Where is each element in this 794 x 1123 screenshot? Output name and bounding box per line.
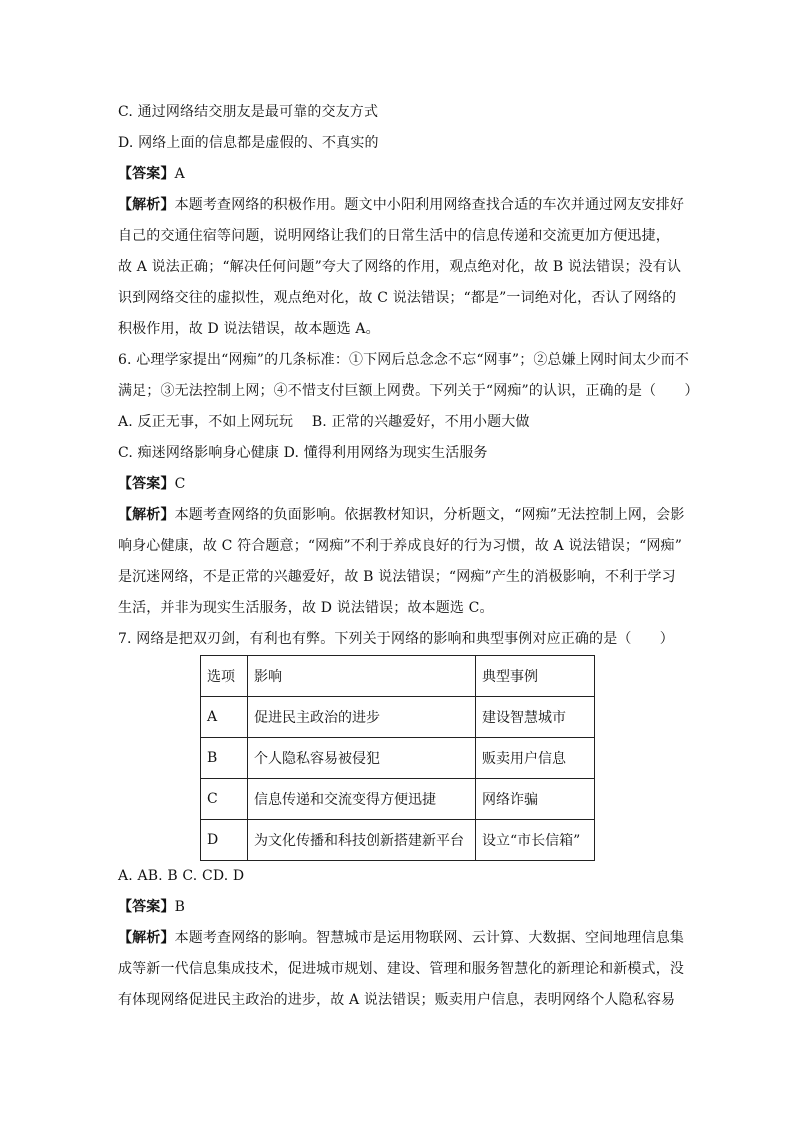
q7-table (200, 655, 595, 861)
answer-value: A (174, 166, 185, 182)
table-cell: 设立“市长信箱” (476, 820, 595, 861)
q7-analysis-line: 有体现网络促进民主政治的进步，故 A 说法错误；贩卖用户信息，表明网络个人隐私容易 (118, 992, 676, 1008)
table-header-row (201, 656, 595, 697)
analysis-tag: 【解析】 (118, 507, 175, 523)
table-header-cell: 影响 (248, 656, 476, 697)
q5-analysis-line: 故 A 说法正确；“解决任何问题”夸大了网络的作用，观点绝对化，故 B 说法错误；没有认 (118, 259, 682, 275)
table-cell: 促进民主政治的进步 (248, 697, 476, 738)
table-cell: A (201, 697, 248, 738)
table-cell: D (201, 820, 248, 861)
q5-analysis-line: 识到网络交往的虚拟性，观点绝对化，故 C 说法错误；“都是”一词绝对化，否认了网络的 (118, 290, 677, 306)
table-cell: 建设智慧城市 (476, 697, 595, 738)
document-page (118, 102, 699, 1021)
q6-options-line: C. 痴迷网络影响身心健康 D. 懂得利用网络为现实生活服务 (118, 445, 488, 461)
answer-value: C (174, 476, 186, 492)
q5-option-d: D. 网络上面的信息都是虚假的、不真实的 (118, 135, 379, 151)
table-row (201, 779, 595, 820)
q7-options: A. AB. B C. CD. D (118, 868, 245, 884)
q6-analysis-line: 是沉迷网络，不是正常的兴趣爱好，故 B 说法错误；“网痴”产生的消极影响，不利于学习 (118, 569, 676, 585)
q6-answer (118, 474, 684, 494)
answer-tag: 【答案】 (118, 166, 175, 182)
q5-options (118, 102, 684, 339)
table-cell: 贩卖用户信息 (476, 738, 595, 779)
q6-analysis-line: 生活，并非为现实生活服务，故 D 说法错误；故本题选 C。 (118, 600, 494, 616)
table-cell: 个人隐私容易被侵犯 (248, 738, 476, 779)
table-cell: 信息传递和交流变得方便迅捷 (248, 779, 476, 820)
analysis-tag: 【解析】 (118, 197, 175, 213)
table-row (201, 820, 595, 861)
q6-analysis-line: 【解析】本题考查网络的负面影响。依据教材知识，分析题文，“网痴”无法控制上网，会影 (118, 507, 685, 523)
table-header-cell: 选项 (201, 656, 248, 697)
q6-analysis-line: 响身心健康，故 C 符合题意；“网痴”不利于养成良好的行为习惯，故 A 说法错误；“网痴” (118, 538, 682, 554)
table-row (201, 697, 595, 738)
answer-value: B (174, 899, 186, 915)
q6-stem-line: 6. 心理学家提出“网痴”的几条标准：①下网后总念念不忘“网事”；②总嫌上网时间太少而不 (118, 352, 690, 368)
table-header-cell: 典型事例 (476, 656, 595, 697)
q7-analysis-line: 成等新一代信息集成技术，促进城市规划、建设、管理和服务智慧化的新理论和新模式，没 (118, 961, 684, 977)
table-cell: 网络诈骗 (476, 779, 595, 820)
q6-options-line: A. 反正无事，不如上网玩玩 B. 正常的兴趣爱好，不用小题大做 (118, 414, 530, 430)
table-cell: B (201, 738, 248, 779)
answer-tag: 【答案】 (118, 899, 175, 915)
table-row (201, 738, 595, 779)
q7-tail (118, 866, 684, 1010)
q7-block (118, 629, 684, 1010)
q5-analysis-line: 【解析】本题考查网络的积极作用。题文中小阳利用网络查找合适的车次并通过网友安排好 (118, 197, 685, 213)
q5-answer (118, 164, 684, 184)
table-cell: C (201, 779, 248, 820)
analysis-tag: 【解析】 (118, 930, 175, 946)
q7-answer (118, 897, 684, 917)
q6-block (118, 350, 699, 618)
answer-tag: 【答案】 (118, 476, 175, 492)
table-cell: 为文化传播和科技创新搭建新平台 (248, 820, 476, 861)
q7-analysis-line: 【解析】本题考查网络的影响。智慧城市是运用物联网、云计算、大数据、空间地理信息集 (118, 930, 685, 946)
q5-analysis-line: 自己的交通住宿等问题，说明网络让我们的日常生活中的信息传递和交流更加方便迅捷， (118, 228, 670, 244)
q5-option-c: C. 通过网络结交朋友是最可靠的交友方式 (118, 104, 379, 120)
q5-analysis-line: 积极作用，故 D 说法错误，故本题选 A。 (118, 321, 380, 337)
q7-stem: 7. 网络是把双刃剑，有利也有弊。下列关于网络的影响和典型事例对应正确的是（ ） (118, 631, 674, 647)
q6-stem-line: 满足；③无法控制上网；④不惜支付巨额上网费。下列关于“网痴”的认识，正确的是（ ） (118, 383, 699, 399)
